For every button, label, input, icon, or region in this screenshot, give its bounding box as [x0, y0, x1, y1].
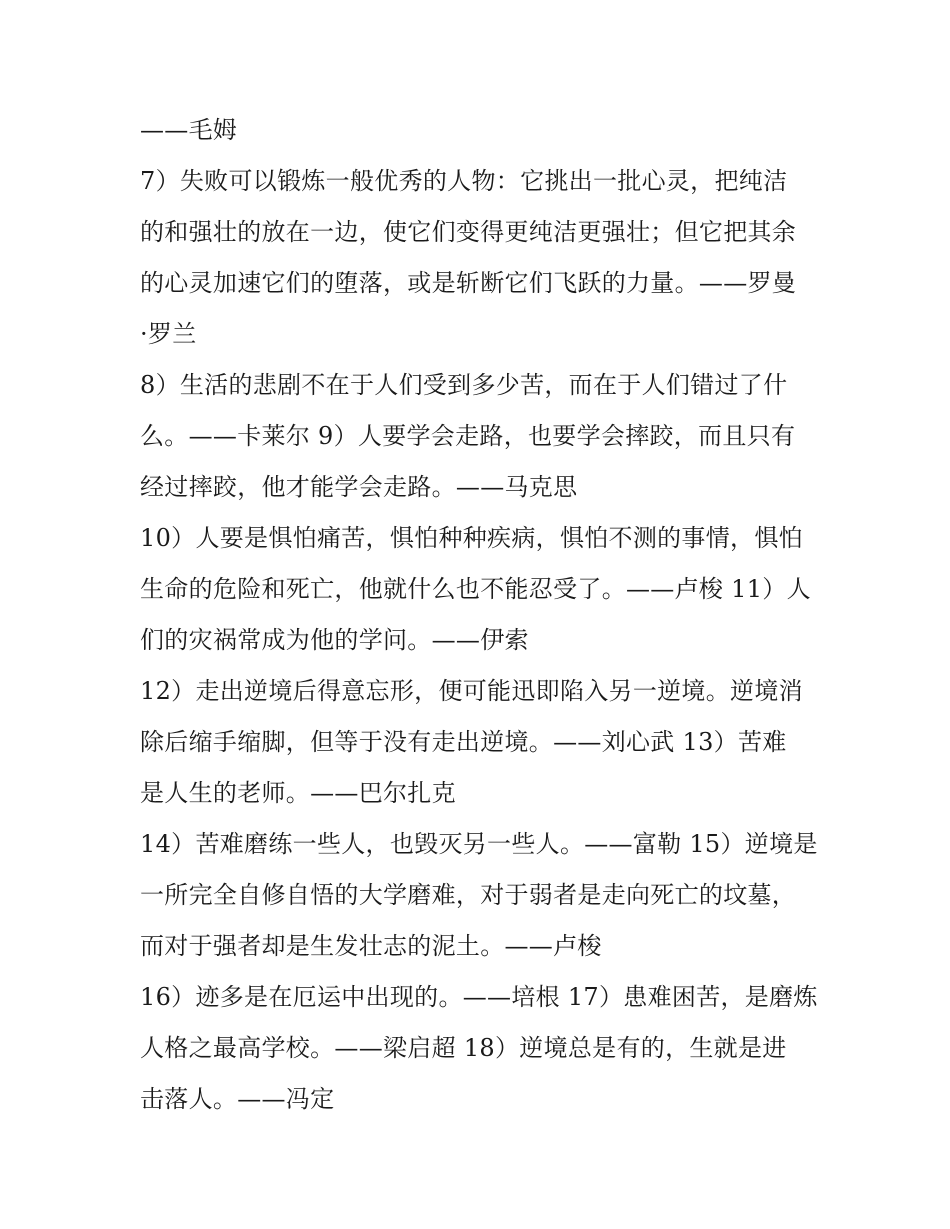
text-line: 8）生活的悲剧不在于人们受到多少苦，而在于人们错过了什: [140, 371, 788, 399]
text-line: 14）苦难磨练一些人，也毁灭另一些人。——富勒 15）逆境是: [140, 830, 818, 858]
text-line: 7）失败可以锻炼一般优秀的人物：它挑出一批心灵，把纯洁: [140, 167, 788, 195]
text-line: ——毛姆: [140, 116, 238, 144]
text-line: 是人生的老师。——巴尔扎克: [140, 779, 456, 807]
text-line: 12）走出逆境后得意忘形，便可能迅即陷入另一逆境。逆境消: [140, 677, 803, 705]
text-line: 一所完全自修自悟的大学磨难，对于弱者是走向死亡的坟墓，: [140, 881, 797, 909]
text-line: 的心灵加速它们的堕落，或是斩断它们飞跃的力量。——罗曼: [140, 269, 797, 297]
text-line: 除后缩手缩脚，但等于没有走出逆境。——刘心武 13）苦难: [140, 728, 787, 756]
text-line: 击落人。——冯定: [140, 1085, 335, 1113]
text-line: 10）人要是惧怕痛苦，惧怕种种疾病，惧怕不测的事情，惧怕: [140, 524, 803, 552]
text-line: 们的灾祸常成为他的学问。——伊索: [140, 626, 529, 654]
quote-text-block: [140, 108, 820, 1128]
text-line: 么。——卡莱尔 9）人要学会走路，也要学会摔跤，而且只有: [140, 422, 796, 450]
text-line: 生命的危险和死亡，他就什么也不能忍受了。——卢梭 11）人: [140, 575, 811, 603]
text-line: 16）迹多是在厄运中出现的。——培根 17）患难困苦，是磨炼: [140, 983, 818, 1011]
text-line: 而对于强者却是生发壮志的泥土。——卢梭: [140, 932, 602, 960]
text-line: 经过摔跤，他才能学会走路。——马克思: [140, 473, 578, 501]
text-line: 的和强壮的放在一边，使它们变得更纯洁更强壮；但它把其余: [140, 218, 797, 246]
text-line: 人格之最高学校。——梁启超 18）逆境总是有的，生就是进: [140, 1034, 787, 1062]
text-line: ·罗兰: [140, 320, 197, 348]
